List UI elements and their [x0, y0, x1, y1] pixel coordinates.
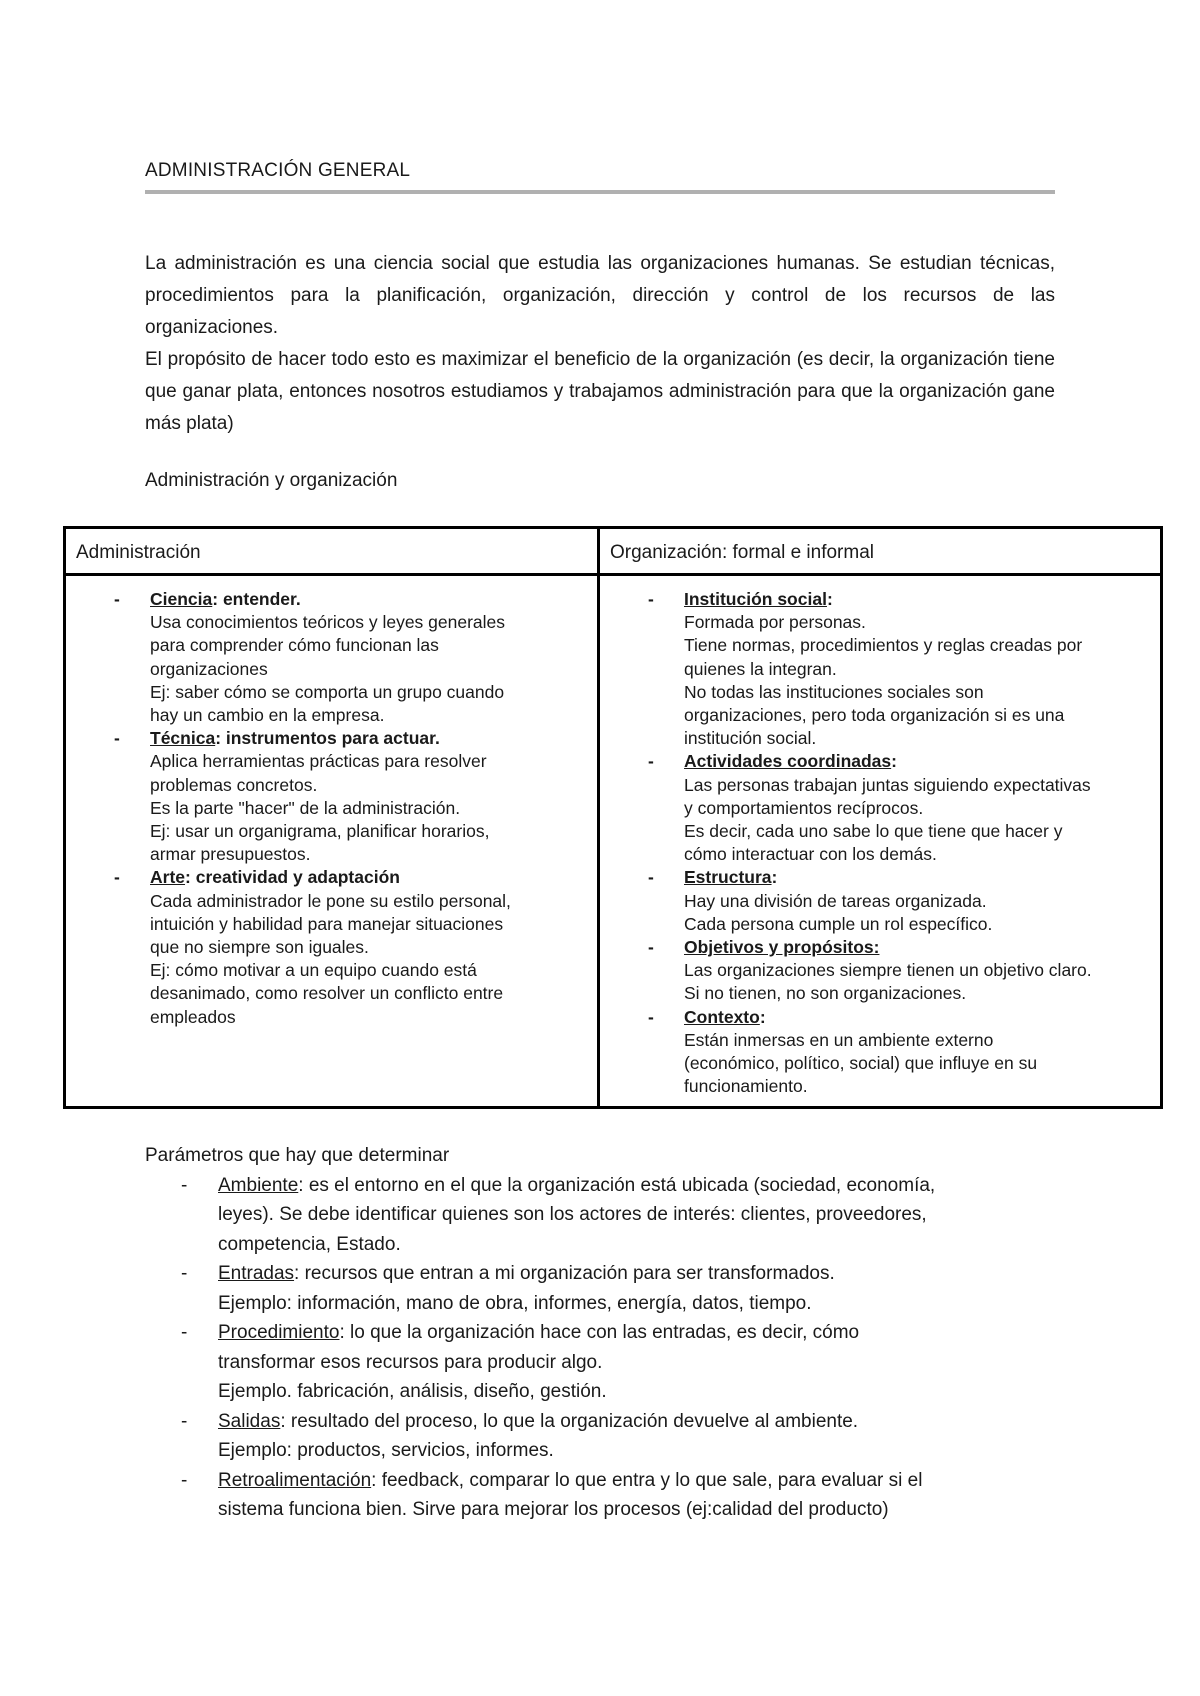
bullet-dash: - [648, 937, 654, 958]
item-title [684, 936, 1150, 959]
item-text-line: empleados [150, 1006, 236, 1027]
item-term: Institución social [684, 589, 827, 609]
bullet-dash: - [181, 1469, 188, 1491]
parameter-line [218, 1466, 1085, 1496]
list-item [600, 750, 1160, 866]
item-term: Objetivos y propósitos: [684, 937, 880, 958]
parameter-line: Ejemplo. fabricación, análisis, diseño, gestión. [218, 1381, 607, 1402]
bullet-dash: - [181, 1322, 188, 1343]
administracion-cell [66, 576, 600, 1106]
parameter-text: : es el entorno en el que la organización está ubicada (sociedad, economía, [298, 1174, 936, 1196]
table-body-row [66, 576, 1160, 1106]
item-text-line: Aplica herramientas prácticas para resolver [150, 751, 487, 772]
parameter-line: Ejemplo: productos, servicios, informes. [218, 1440, 554, 1461]
item-term-suffix: : creatividad y adaptación [185, 867, 400, 888]
item-text-line: Usa conocimientos teóricos y leyes generales [150, 612, 506, 633]
item-term: Estructura [684, 867, 772, 888]
item-text-line: desanimado, como resolver un conflicto entre [150, 983, 504, 1004]
parameter-text: : lo que la organización hace con las entradas, es decir, cómo [339, 1322, 860, 1343]
parameter-term: Salidas [218, 1410, 281, 1432]
table-header-cell: Organización: formal e informal [610, 542, 874, 563]
table-header-row [66, 529, 1160, 576]
bullet-dash: - [114, 867, 120, 888]
item-text-line: Tiene normas, procedimientos y reglas creadas por [684, 635, 1083, 656]
item-term-suffix: : [759, 1006, 766, 1027]
item-text-line: Es decir, cada uno sabe lo que tiene que hacer y [684, 821, 1063, 842]
list-item [600, 1006, 1160, 1099]
parameter-line [218, 1259, 1085, 1289]
item-term: Contexto [684, 1006, 760, 1027]
item-text-line: Cada persona cumple un rol específico. [684, 913, 993, 934]
item-text-line: y comportamientos recíprocos. [684, 797, 924, 818]
item-term: Actividades coordinadas [684, 751, 892, 772]
organizacion-cell [600, 576, 1160, 1106]
item-title [150, 866, 587, 889]
list-item [66, 727, 597, 866]
item-title [684, 1006, 1150, 1029]
table-header-cell: Administración [66, 529, 600, 573]
item-text-line: Ej: cómo motivar a un equipo cuando está [150, 960, 477, 981]
parameters-section [145, 1141, 1085, 1525]
item-text-line: Están inmersas en un ambiente externo [684, 1029, 994, 1050]
item-text-line: para comprender cómo funcionan las [150, 635, 439, 656]
parameter-line [218, 1171, 1085, 1201]
item-text-line: Cada administrador le pone su estilo personal, [150, 890, 511, 911]
item-title [684, 866, 1150, 889]
comparison-table [63, 526, 1163, 1109]
intro-text [145, 248, 1055, 440]
item-text-line: Ej: usar un organigrama, planificar horarios, [150, 821, 490, 842]
parameter-term: Retroalimentación [218, 1469, 372, 1491]
intro-paragraph: La administración es una ciencia social que estudia las organizaciones humanas. Se estudian técnicas, procedimientos para la planificación, organización, dirección y control de los recursos de las organizaciones. [145, 253, 1055, 338]
item-text-line: (económico, político, social) que influye en su [684, 1053, 1038, 1074]
parameter-line: Ejemplo: información, mano de obra, informes, energía, datos, tiempo. [218, 1292, 812, 1314]
item-text-line: Si no tienen, no son organizaciones. [684, 983, 967, 1004]
item-text-line: hay un cambio en la empresa. [150, 705, 385, 726]
item-title [684, 750, 1150, 773]
parameters-title: Parámetros que hay que determinar [145, 1145, 450, 1166]
parameter-item [145, 1318, 1085, 1407]
parameter-text: : feedback, comparar lo que entra y lo que sale, para evaluar si el [371, 1469, 923, 1491]
item-text-line: quienes la integran. [684, 658, 837, 679]
bullet-dash: - [648, 1006, 654, 1027]
parameter-term: Ambiente [218, 1174, 299, 1196]
intro-paragraph: El propósito de hacer todo esto es maximizar el beneficio de la organización (es decir, la organización tiene que ganar plata, entonces nosotros estudiamos y trabajamos administración para que la organización gane más plata) [145, 349, 1055, 434]
parameter-text: : recursos que entran a mi organización para ser transformados. [294, 1263, 835, 1284]
parameter-line [218, 1407, 1085, 1437]
item-term-suffix: : [891, 751, 897, 772]
list-item [66, 588, 597, 727]
item-term: Técnica [150, 728, 216, 749]
item-text-line: armar presupuestos. [150, 844, 311, 865]
bullet-dash: - [114, 728, 120, 749]
list-item [600, 936, 1160, 1006]
parameter-item [145, 1259, 1085, 1318]
bullet-dash: - [648, 751, 654, 772]
item-term-suffix: : [771, 867, 778, 888]
item-text-line: No todas las instituciones sociales son [684, 681, 984, 702]
bullet-dash: - [181, 1263, 188, 1284]
parameter-line: transformar esos recursos para producir algo. [218, 1351, 603, 1373]
item-term-suffix: : instrumentos para actuar. [215, 728, 440, 749]
item-text-line: Las personas trabajan juntas siguiendo expectativas [684, 774, 1091, 795]
list-item [600, 588, 1160, 750]
item-title [684, 588, 1150, 611]
bullet-dash: - [648, 867, 654, 888]
parameter-term: Procedimiento [218, 1322, 340, 1343]
item-text-line: organizaciones [150, 658, 268, 679]
parameter-line: competencia, Estado. [218, 1233, 401, 1255]
parameter-item [145, 1407, 1085, 1466]
parameter-line: sistema funciona bien. Sirve para mejorar los procesos (ej:calidad del producto) [218, 1499, 889, 1520]
section-subheading: Administración y organización [145, 470, 398, 491]
item-text-line: Formada por personas. [684, 612, 866, 633]
item-text-line: intuición y habilidad para manejar situaciones [150, 913, 504, 934]
bullet-dash: - [181, 1174, 188, 1196]
parameter-term: Entradas [218, 1263, 295, 1284]
item-text-line: Hay una división de tareas organizada. [684, 890, 987, 911]
item-term: Arte [150, 867, 186, 888]
item-text-line: Las organizaciones siempre tienen un objetivo claro. [684, 960, 1092, 981]
list-item [66, 866, 597, 1028]
item-term-suffix: : [826, 589, 833, 609]
bullet-dash: - [648, 589, 654, 609]
item-text-line: Es la parte "hacer" de la administración. [150, 797, 461, 818]
item-text-line: que no siempre son iguales. [150, 937, 369, 958]
item-text-line: funcionamiento. [684, 1076, 808, 1097]
item-text-line: problemas concretos. [150, 774, 318, 795]
parameter-line: leyes). Se debe identificar quienes son los actores de interés: clientes, proveedores, [218, 1204, 927, 1225]
parameter-item [145, 1171, 1085, 1260]
item-text-line: organizaciones, pero toda organización si es una [684, 705, 1065, 726]
item-text-line: Ej: saber cómo se comporta un grupo cuando [150, 681, 505, 702]
bullet-dash: - [114, 589, 120, 609]
list-item [600, 866, 1160, 936]
parameter-item [145, 1466, 1085, 1525]
item-text-line: institución social. [684, 728, 817, 749]
item-title [150, 727, 587, 750]
bullet-dash: - [181, 1410, 188, 1432]
item-term-suffix: : entender. [212, 589, 301, 609]
item-term: Ciencia [150, 589, 213, 609]
document-title: ADMINISTRACIÓN GENERAL [145, 160, 1055, 194]
item-title [150, 588, 587, 611]
item-text-line: cómo interactuar con los demás. [684, 844, 937, 865]
parameter-text: : resultado del proceso, lo que la organización devuelve al ambiente. [280, 1410, 859, 1432]
parameter-line [218, 1318, 1085, 1348]
